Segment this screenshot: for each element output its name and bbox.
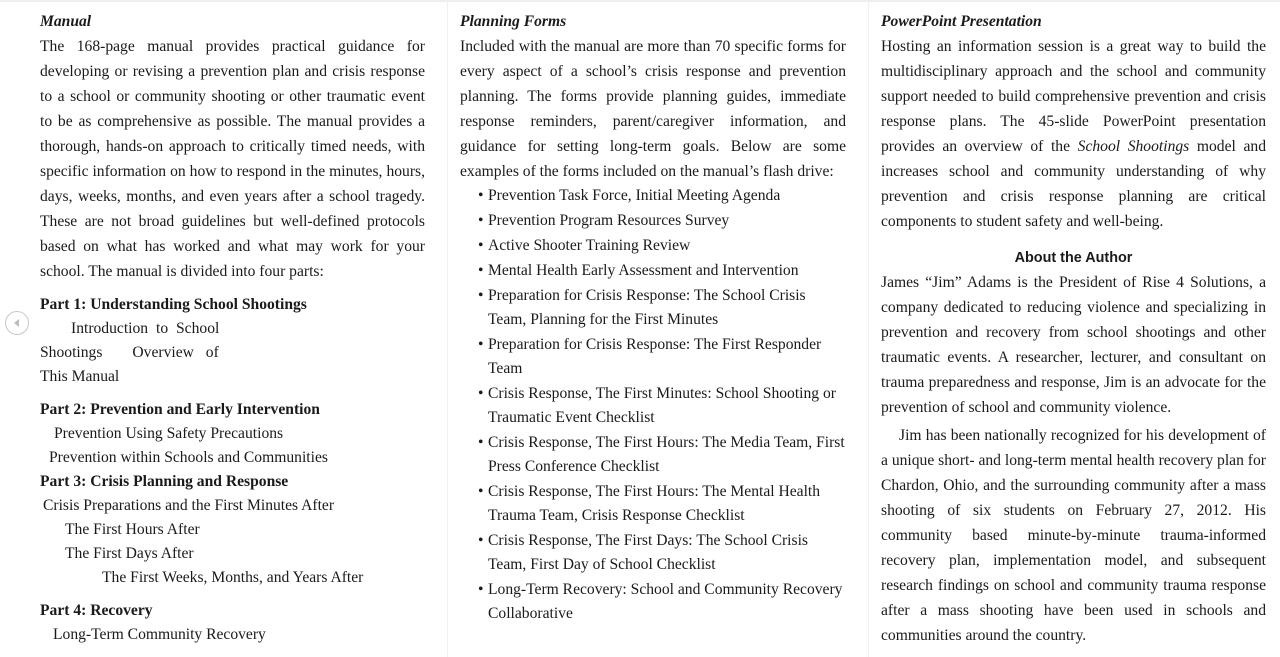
bullet-icon: • [478, 262, 484, 279]
form-list-item [478, 382, 846, 430]
part2-item: Prevention Using Safety Precautions [54, 425, 284, 442]
part2-title: Part 2: Prevention and Early Intervention [40, 401, 320, 418]
planning-forms-heading: Planning Forms [460, 13, 567, 30]
form-title: Crisis Response, The First Hours: The Mental Health Trauma Team, Crisis Response Checklist [488, 483, 821, 524]
planning-forms-intro: Included with the manual are more than 70 specific forms for every aspect of a school’s crisis response and prevention planning. The forms provide planning guides, immediate response reminders, parent/caregiver information, and guidance for setting long-term goals. Below are some examples of the forms included on the manual’s flash drive: [460, 38, 846, 180]
part1-title: Part 1: Understanding School Shootings [40, 296, 307, 313]
form-title: Long-Term Recovery: School and Community Recovery Collaborative [488, 581, 843, 622]
about-paragraph-1: James “Jim” Adams is the President of Rise 4 Solutions, a company dedicated to reducing violence and specializing in prevention and recovery from school shootings and other traumatic events. A researcher, lecturer, and consultant on trauma preparedness and response, Jim is an advocate for the prevention of school and community violence. [881, 274, 1266, 416]
part1-item-shootings: Shootings [40, 344, 103, 361]
bullet-icon: • [478, 237, 484, 254]
form-title: Preparation for Crisis Response: The First Responder Team [488, 336, 822, 377]
form-list-item [478, 184, 846, 208]
part3-item: The First Hours After [65, 521, 200, 538]
back-button[interactable] [5, 311, 29, 335]
form-title: Crisis Response, The First Hours: The Media Team, First Press Conference Checklist [488, 434, 845, 475]
part1-item-intro: Introduction to School [71, 320, 220, 337]
part3-item: Crisis Preparations and the First Minutes After [43, 497, 335, 514]
part3-title: Part 3: Crisis Planning and Response [40, 473, 289, 490]
bullet-icon: • [478, 287, 484, 304]
bullet-icon: • [478, 385, 484, 402]
part2-item: Prevention within Schools and Communities [49, 449, 328, 466]
about-author-heading: About the Author [1014, 250, 1133, 266]
form-list-item [478, 284, 846, 332]
part1-line2 [40, 341, 425, 365]
part4-item: Long-Term Community Recovery [53, 626, 266, 643]
part4-title: Part 4: Recovery [40, 602, 153, 619]
bullet-icon: • [478, 212, 484, 229]
column-divider [447, 0, 448, 657]
bullet-icon: • [478, 532, 484, 549]
chevron-left-icon [12, 318, 22, 328]
manual-column [40, 10, 425, 647]
forms-list [460, 184, 846, 626]
form-title: Crisis Response, The First Days: The School Crisis Team, First Day of School Checklist [488, 532, 808, 573]
bullet-icon: • [478, 483, 484, 500]
form-title: Preparation for Crisis Response: The School Crisis Team, Planning for the First Minutes [488, 287, 806, 328]
bullet-icon: • [478, 187, 484, 204]
powerpoint-column [881, 10, 1266, 648]
top-border [0, 0, 1280, 2]
manual-heading: Manual [40, 13, 92, 30]
ppt-text: Hosting an information session is a great way to build the multidisciplinary approach and the school and community support needed to build comprehensive prevention and crisis response plans. The 45-slide PowerPoint presentation provides an overview of the [881, 38, 1266, 155]
bullet-icon: • [478, 581, 484, 598]
form-list-item [478, 259, 846, 283]
about-paragraph-2: Jim has been nationally recognized for his development of a unique short- and long-term mental health recovery plan for Chardon, Ohio, and the surrounding community after a mass shooting of six students on February 27, 2012. His community based minute-by-minute trauma-informed recovery plan, implementation model, and subsequent research findings on school and community trauma response after a mass shooting have been used in schools and communities around the country. [881, 427, 1266, 644]
part1-line1 [40, 317, 425, 341]
part1-line3: This Manual [40, 368, 120, 385]
bullet-icon: • [478, 434, 484, 451]
form-list-item [478, 234, 846, 258]
form-title: Crisis Response, The First Minutes: School Shooting or Traumatic Event Checklist [488, 385, 836, 426]
form-title: Prevention Task Force, Initial Meeting Agenda [488, 187, 781, 204]
powerpoint-heading: PowerPoint Presentation [881, 13, 1042, 30]
form-list-item [478, 209, 846, 233]
form-list-item [478, 431, 846, 479]
planning-forms-column [460, 10, 846, 627]
powerpoint-paragraph [881, 34, 1266, 234]
form-list-item [478, 578, 846, 626]
form-title: Prevention Program Resources Survey [488, 212, 730, 229]
form-list-item [478, 529, 846, 577]
part3-item: The First Weeks, Months, and Years After [102, 569, 364, 586]
part3-item: The First Days After [65, 545, 194, 562]
ppt-title-italic: School Shootings [1077, 138, 1190, 155]
bullet-icon: • [478, 336, 484, 353]
column-divider [868, 0, 869, 657]
ppt-text: model and increases school and community understanding of why prevention and crisis response planning are critical components to student safety and well-being. [881, 138, 1266, 230]
part1-item-overview: Overview of [132, 344, 219, 361]
form-list-item [478, 333, 846, 381]
form-title: Mental Health Early Assessment and Intervention [488, 262, 799, 279]
manual-intro: The 168-page manual provides practical guidance for developing or revising a prevention plan and crisis response to a school or community shooting or other traumatic event to be as comprehensive as possible. The manual provides a thorough, hands-on approach to critically timed needs, with specific information on how to respond in the minutes, hours, days, weeks, months, and even years after a school tragedy. These are not broad guidelines but well-defined protocols based on what has worked and what may work for your school. The manual is divided into four parts: [40, 38, 425, 280]
form-title: Active Shooter Training Review [488, 237, 691, 254]
form-list-item [478, 480, 846, 528]
